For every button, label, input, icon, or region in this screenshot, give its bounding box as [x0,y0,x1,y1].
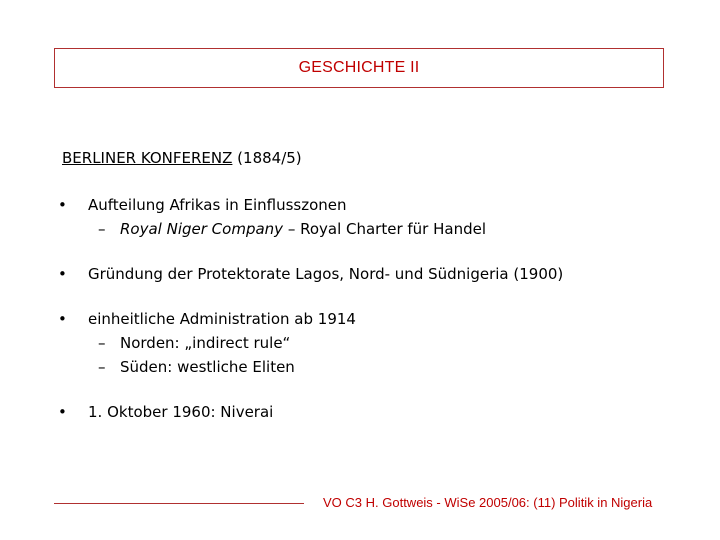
bullet-text: Gründung der Protektorate Lagos, Nord- und Südnigeria (1900) [88,265,564,283]
sub-item-text: – Royal Charter für Handel [283,220,487,238]
bullet-text: einheitliche Administration ab 1914 [88,310,356,328]
bullet-icon: • [58,265,67,283]
bullet-icon: • [58,196,67,214]
dash-icon: – [98,358,106,376]
section-heading [62,149,302,167]
dash-icon: – [98,334,106,352]
sub-item [98,358,295,376]
bullet-text: Aufteilung Afrikas in Einflusszonen [88,196,347,214]
sub-item-italic: Royal Niger Company [120,220,284,238]
bullet-icon: • [58,310,67,328]
section-heading-main: BERLINER KONFERENZ [62,149,233,167]
sub-item [98,220,486,238]
sub-item [98,334,290,352]
title-box [54,48,664,88]
dash-icon: – [98,220,106,238]
slide-title: GESCHICHTE II [298,59,420,76]
sub-item-text: Norden: „indirect rule“ [120,334,291,352]
footer-text: VO C3 H. Gottweis - WiSe 2005/06: (11) Politik in Nigeria [323,495,653,510]
sub-item-text: Süden: westliche Eliten [120,358,295,376]
bullet-icon: • [58,403,67,421]
section-heading-suffix: (1884/5) [232,149,302,167]
bullet-text: 1. Oktober 1960: Niverai [88,403,274,421]
footer-divider [54,503,304,504]
